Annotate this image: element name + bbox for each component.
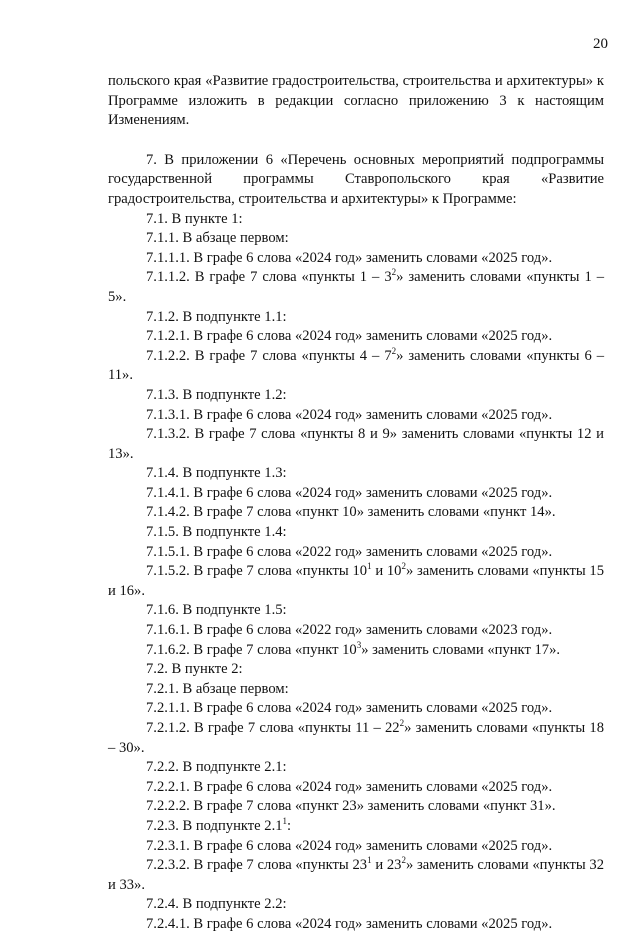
amendment-line: 7.2.4. В подпункте 2.2:	[146, 896, 287, 913]
paragraph-spacer	[108, 131, 604, 151]
amendment-line: 7.1.6.2. В графе 7 слова «пункт $10^3$» заменить словами «пункт 17».	[146, 639, 561, 658]
amendment-line: 7.1.6.1. В графе 6 слова «2022 год» заменить словами «2023 год».	[146, 622, 553, 639]
amendment-line: 7.2.3. В подпункте $2.1^1$:	[146, 815, 292, 834]
amendment-line: 7.1.3.2. В графе 7 слова «пункты 8 и 9» заменить словами «пункты 12 и 13».	[108, 426, 604, 462]
amendment-line: 7.1.2. В подпункте 1.1:	[146, 308, 287, 325]
amendment-line: 7.1.5. В подпункте 1.4:	[146, 524, 287, 541]
amendment-line: 7.2.1.2. В графе 7 слова «пункты $11 - 22^2$» заменить словами «пункты 18 – 30».	[108, 718, 604, 756]
amendment-line: 7.2.1.1. В графе 6 слова «2024 год» заменить словами «2025 год».	[146, 700, 553, 717]
amendment-line: 7.1.4.2. В графе 7 слова «пункт 10» заменить словами «пункт 14».	[146, 504, 556, 521]
amendment-line: 7.2.3.2. В графе 7 слова «пункты $23^1$ и $23^2$» заменить словами «пункты 32 и 33».	[108, 855, 604, 893]
amendment-line: 7.1.5.2. В графе 7 слова «пункты $10^1$ и $10^2$» заменить словами «пункты 15 и 16».	[108, 561, 604, 599]
amendment-line: 7.1.5.1. В графе 6 слова «2022 год» заменить словами «2025 год».	[146, 543, 553, 560]
amendment-line: 7.1.1. В абзаце первом:	[146, 230, 289, 247]
amendment-line: 7.1.3.1. В графе 6 слова «2024 год» заменить словами «2025 год».	[146, 406, 553, 423]
document-body	[108, 72, 604, 935]
amendment-line: 7.2.2.2. В графе 7 слова «пункт 23» заменить словами «пункт 31».	[146, 798, 556, 815]
amendment-line: 7.2.1. В абзаце первом:	[146, 680, 289, 697]
amendment-line: 7.2. В пункте 2:	[146, 661, 243, 678]
amendment-line: 7.1. В пункте 1:	[146, 210, 243, 227]
amendment-line: 7.1.4.1. В графе 6 слова «2024 год» заменить словами «2025 год».	[146, 484, 553, 501]
amendment-line: 7.1.3. В подпункте 1.2:	[146, 386, 287, 403]
intro-paragraph: польского края «Развитие градостроительства, строительства и архитектуры» к Программе изложить в редакции согласно приложению 3 к настоящим Изменениям.	[108, 73, 604, 129]
amendment-line: 7.1.1.2. В графе 7 слова «пункты $1 - 3^2$» заменить словами «пункты 1 – 5».	[108, 267, 604, 305]
amendment-line: 7.1.4. В подпункте 1.3:	[146, 465, 287, 482]
amendment-line: 7.2.4.1. В графе 6 слова «2024 год» заменить словами «2025 год».	[146, 915, 553, 932]
item-7-subitems	[108, 210, 604, 935]
amendment-line: 7.1.1.1. В графе 6 слова «2024 год» заменить словами «2025 год».	[146, 249, 553, 266]
page-number: 20	[593, 36, 608, 52]
item-7-heading: 7. В приложении 6 «Перечень основных мероприятий подпрограммы государственной программы Ставропольского края «Развитие градостроительства, строительства и архитектуры» к Программе:	[108, 151, 604, 207]
amendment-line: 7.1.2.2. В графе 7 слова «пункты $4 - 7^2$» заменить словами «пункты 6 – 11».	[108, 345, 604, 384]
amendment-line: 7.2.3.1. В графе 6 слова «2024 год» заменить словами «2025 год».	[146, 837, 553, 854]
amendment-line: 7.2.2.1. В графе 6 слова «2024 год» заменить словами «2025 год».	[146, 778, 553, 795]
amendment-line: 7.1.2.1. В графе 6 слова «2024 год» заменить словами «2025 год».	[146, 328, 553, 345]
amendment-line: 7.2.2. В подпункте 2.1:	[146, 759, 287, 776]
amendment-line: 7.1.6. В подпункте 1.5:	[146, 602, 287, 619]
